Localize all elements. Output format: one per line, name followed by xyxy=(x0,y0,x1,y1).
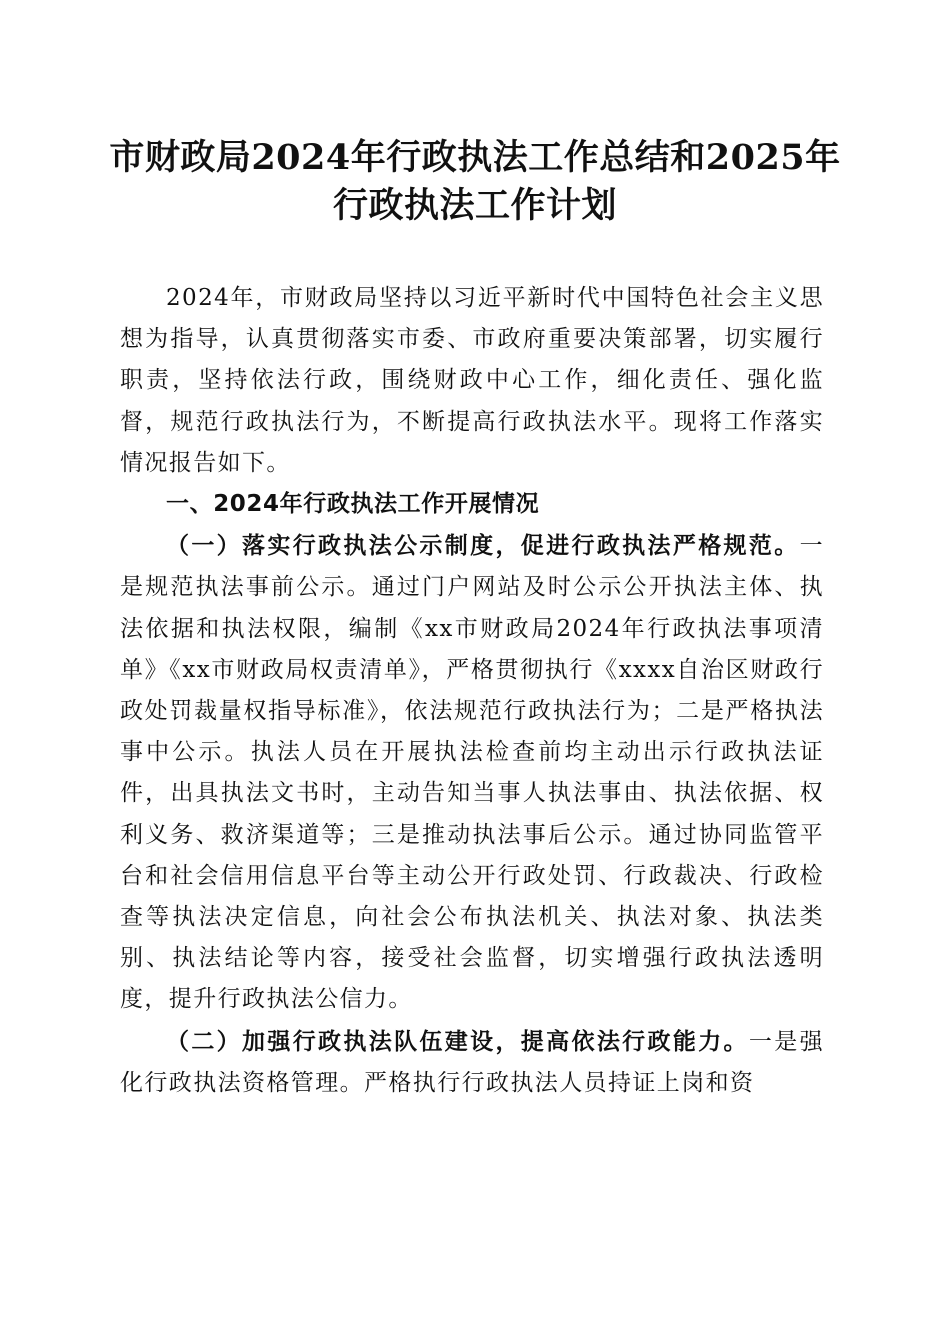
subsection-2-paragraph xyxy=(120,1021,824,1104)
subsection-2-body: 一是强化行政执法资格管理。严格执行行政执法人员持证上岗和资 xyxy=(120,1028,824,1096)
subsection-2-title: （二）加强行政执法队伍建设，提高依法行政能力。 xyxy=(166,1027,749,1055)
subsection-1-paragraph xyxy=(120,525,824,1020)
section-heading-1: 一、2024年行政执法工作开展情况 xyxy=(166,491,540,518)
title-line-1: 市财政局2024年行政执法工作总结和2025年 xyxy=(109,137,841,178)
intro-paragraph: 2024年，市财政局坚持以习近平新时代中国特色社会主义思想为指导，认真贯彻落实市委、市政府重要决策部署，切实履行职责，坚持依法行政，围绕财政中心工作，细化责任、强化监督，规范行政执法行为，不断提高行政执法水平。现将工作落实情况报告如下。 xyxy=(120,285,824,476)
document-body xyxy=(120,278,824,1104)
document-title xyxy=(100,134,850,230)
title-line-2: 行政执法工作计划 xyxy=(332,185,617,226)
subsection-1-title: （一）落实行政执法公示制度，促进行政执法严格规范。 xyxy=(166,532,800,560)
subsection-1-body: 一是规范执法事前公示。通过门户网站及时公示公开执法主体、执法依据和执法权限，编制《xx市财政局2024年行政执法事项清单》《xx市财政局权责清单》，严格贯彻执行《xxxx自治区财政行政处罚裁量权指导标准》，依法规范行政执法行为；二是严格执法事中公示。执法人员在开展执法检查前均主动出示行政执法证件，出具执法文书时，主动告知当事人执法事由、执法依据、权利义务、救济渠道等；三是推动执法事后公示。通过协同监管平台和社会信用信息平台等主动公开行政处罚、行政裁决、行政检查等执法决定信息，向社会公布执法机关、执法对象、执法类别、执法结论等内容，接受社会监督，切实增强行政执法透明度，提升行政执法公信力。 xyxy=(120,533,824,1013)
